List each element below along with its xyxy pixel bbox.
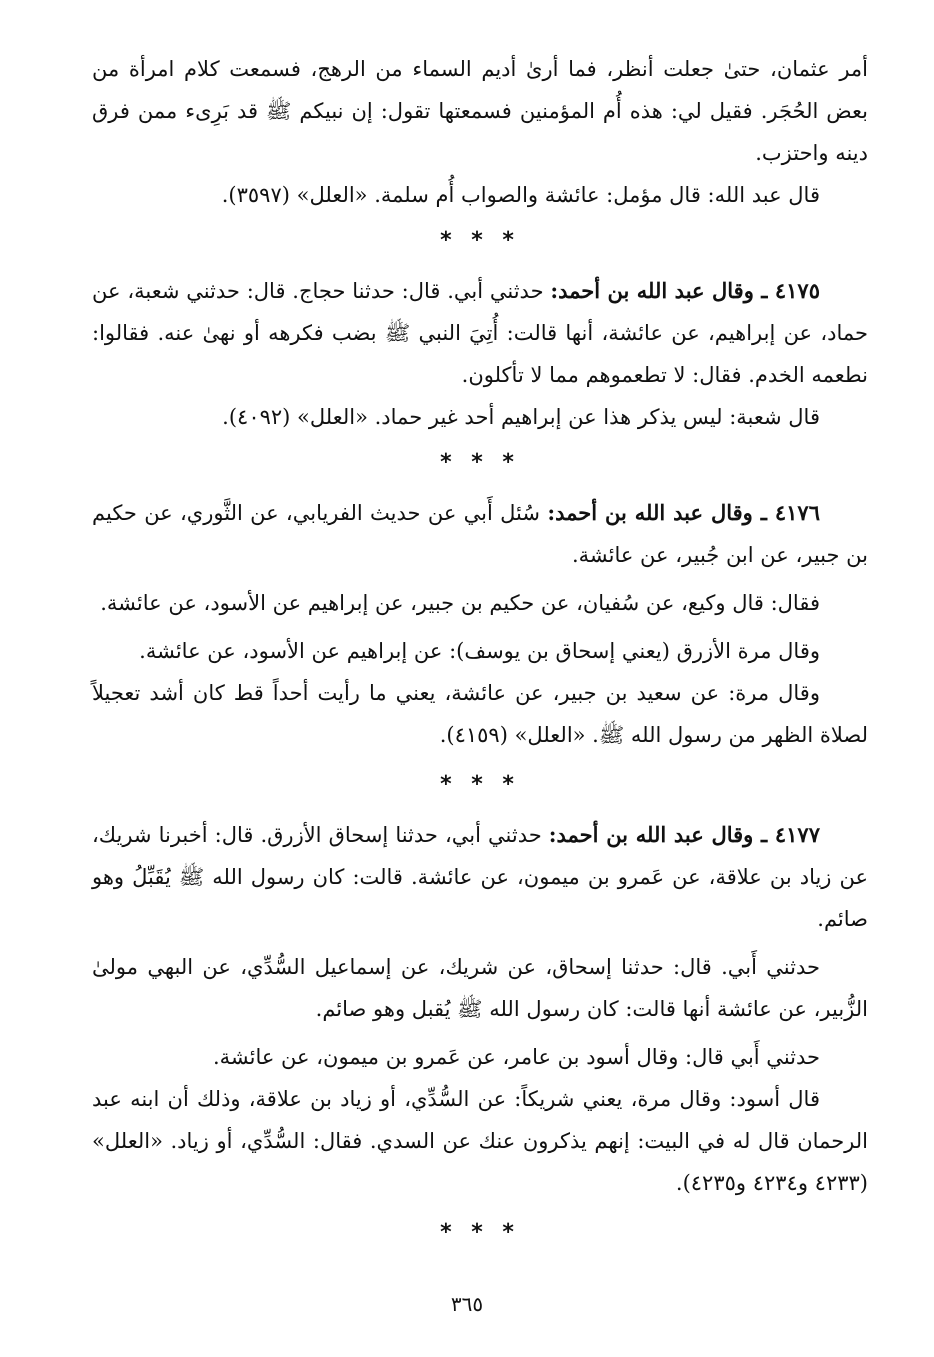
- page-body: [92, 48, 868, 1262]
- section-separator: * * *: [440, 1220, 520, 1245]
- paragraph: وقال مرة الأزرق (يعني إسحاق بن يوسف): عن إبراهيم عن الأسود، عن عائشة.: [139, 639, 820, 663]
- paragraph: قال شعبة: ليس يذكر هذا عن إبراهيم أحد غير حماد. «العلل» (٤٠٩٢).: [222, 405, 820, 429]
- hadith-4177: [92, 814, 868, 940]
- hadith-number-label: ٤١٧٥ ـ وقال عبد الله بن أحمد:: [550, 278, 820, 303]
- paragraph: وقال مرة: عن سعيد بن جبير، عن عائشة، يعني ما رأيت أحداً قط كان أشد تعجيلاً لصلاة الظهر من رسول الله ﷺ. «العلل» (٤١٥٩).: [92, 681, 868, 747]
- hadith-text: سُئل أَبي عن حديث الفريابي، عن الثَّوري، عن حكيم بن جبير، عن ابن جُبير، عن عائشة.: [92, 501, 868, 567]
- page-number: ٣٦٥: [450, 1292, 484, 1316]
- hadith-4176: [92, 492, 868, 576]
- paragraph: حدثني أَبي قال: وقال أسود بن عامر، عن عَمرو بن ميمون، عن عائشة.: [212, 1045, 820, 1069]
- hadith-number-label: ٤١٧٧ ـ وقال عبد الله بن أحمد:: [548, 822, 820, 847]
- hadith-text: حدثني أبي، حدثنا إسحاق الأزرق. قال: أخبرنا شريك، عن زياد بن علاقة، عن عَمرو بن ميمون، عن عائشة. قالت: كان رسول الله ﷺ يُقَبِّلُ وهو صائم.: [92, 823, 868, 931]
- paragraph: حدثني أَبي. قال: حدثنا إسحاق، عن شريك، عن إسماعيل السُّدِّي، عن البهي مولىٰ الزُّبير، عن عائشة أنها قالت: كان رسول الله ﷺ يُقبل وهو صائم.: [92, 955, 868, 1021]
- paragraph: فقال: قال وكيع، عن سُفيان، عن حكيم بن جبير، عن إبراهيم عن الأسود، عن عائشة.: [100, 591, 820, 615]
- hadith-number-label: ٤١٧٦ ـ وقال عبد الله بن أحمد:: [547, 500, 820, 525]
- section-separator: * * *: [440, 228, 520, 253]
- hadith-text: حدثني أبي. قال: حدثنا حجاج. قال: حدثني شعبة، عن حماد، عن إبراهيم، عن عائشة، أنها قالت: أُتِيَ النبي ﷺ بضب فكرهه أو نهىٰ عنه. فقالوا: نطعمه الخدم. فقال: لا تطعموهم مما لا تأكلون.: [92, 279, 868, 387]
- section-separator: * * *: [440, 450, 520, 475]
- section-separator: * * *: [440, 772, 520, 797]
- paragraph: قال أسود: وقال مرة، يعني شريكاً: عن السُّدِّي، أو زياد بن علاقة، وذلك أن ابنه عبد الرحمان قال له في البيت: إنهم يذكرون عنك عن السدي. فقال: السُّدِّي، أو زياد. «العلل» (٤٢٣٣ و٤٢٣٤ و٤٢٣٥).: [92, 1087, 868, 1195]
- paragraph: أمر عثمان، حتىٰ جعلت أنظر، فما أرىٰ أديم السماء من الرهج، فسمعت كلام امرأة من بعض الحُجَر. فقيل لي: هذه أُم المؤمنين فسمعتها تقول: إن نبيكم ﷺ قد بَرِىء ممن فرق دينه واحتزب.: [92, 57, 868, 165]
- paragraph: قال عبد الله: قال مؤمل: عائشة والصواب أُم سلمة. «العلل» (٣٥٩٧).: [221, 183, 820, 207]
- hadith-4175: [92, 270, 868, 396]
